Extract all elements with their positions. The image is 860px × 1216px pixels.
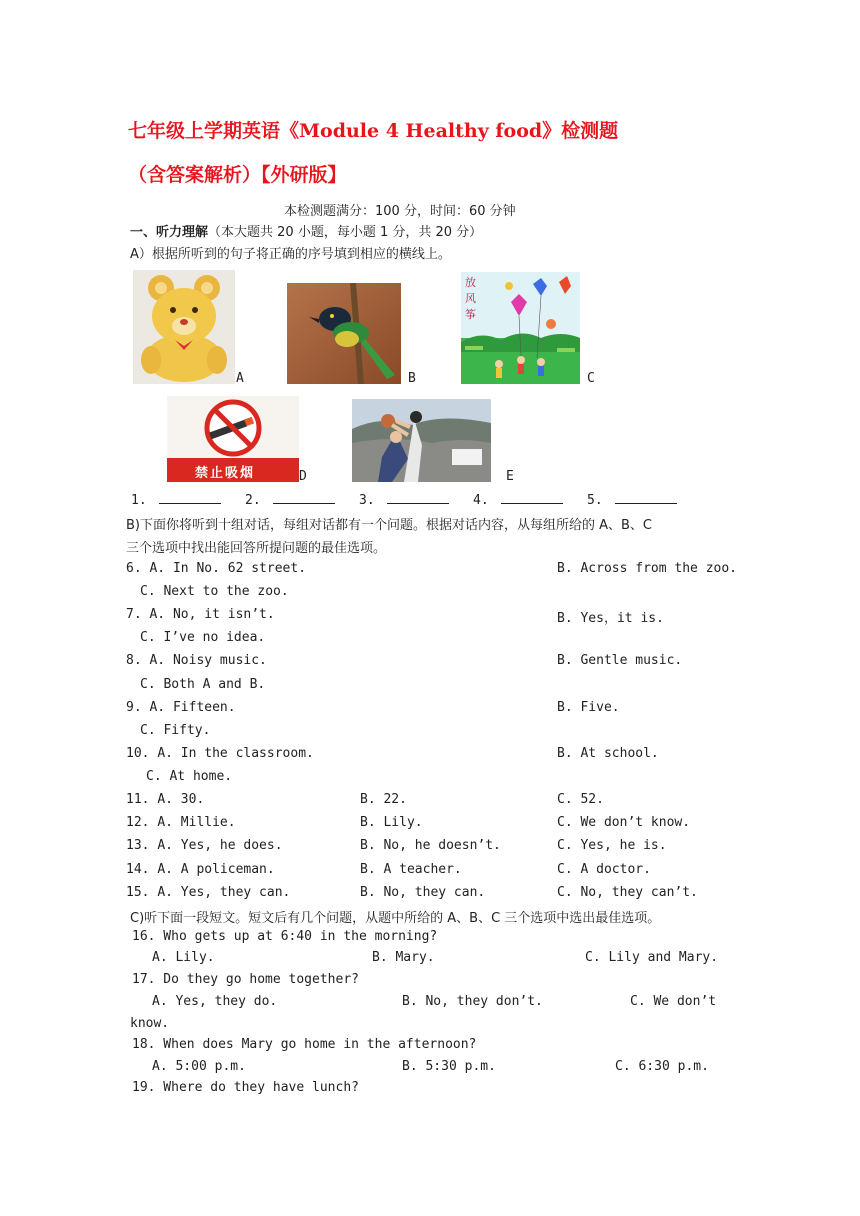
option-c: C. A doctor. [557,862,651,877]
section-heading-title: 一、听力理解 [130,225,209,240]
question-number: 10. [126,746,150,761]
title-line-1: 七年级上学期英语《Module 4 Healthy food》检测题 [128,120,619,142]
option-b: B. Five. [557,700,620,715]
question-10 [126,746,314,761]
question-number: 9. [126,700,142,715]
question-16: 16. Who gets up at 6:40 in the morning? [132,929,438,944]
score-info: 本检测题满分：100 分，时间：60 分钟 [284,204,516,219]
question-19: 19. Where do they have lunch? [132,1080,359,1095]
option-a: A. No, it isn’t. [149,607,275,622]
option-a: A. Lily. [152,950,215,965]
blank-number: 2. [245,493,261,508]
part-c-instruction: C)听下面一段短文。短文后有几个问题，从题中所给的 A、B、C 三个选项中选出最佳选项。 [130,911,661,926]
svg-text:筝: 筝 [465,308,476,321]
option-c: C. 6:30 p.m. [615,1059,709,1074]
question-number: 8. [126,653,142,668]
question-7 [126,607,275,622]
option-c: C. 52. [557,792,604,807]
option-a: A. Noisy music. [149,653,267,668]
blank-line [273,491,335,504]
question-11 [126,792,204,807]
option-b: B. No, they don’t. [402,994,543,1009]
blank-line [387,491,449,504]
option-a: A. In the classroom. [157,746,314,761]
blank-number: 5. [587,493,603,508]
option-a: A. In No. 62 street. [149,561,307,576]
option-c-continued: know. [130,1016,170,1031]
part-b-instruction-2: 三个选项中找出能回答所提问题的最佳选项。 [126,541,387,556]
answer-blank-5[interactable] [587,491,677,508]
option-b: B. Gentle music. [557,653,683,668]
question-17: 17. Do they go home together? [132,972,359,987]
part-a-instruction: A）根据所听到的句子将正确的序号填到相应的横线上。 [130,247,451,262]
question-18: 18. When does Mary go home in the afternoon? [132,1037,477,1052]
question-number: 14. [126,862,150,877]
question-15 [126,885,290,900]
option-c: C. At home. [146,769,233,784]
teddy-bear-icon [133,270,235,384]
question-number: 15. [126,885,150,900]
option-b: B. A teacher. [360,862,462,877]
bird-picture [287,283,401,384]
option-c: C. Yes, he is. [557,838,667,853]
blank-number: 4. [473,493,489,508]
option-b: B. Mary. [372,950,435,965]
no-smoking-sign-text: 禁止吸烟 [195,466,256,481]
option-b: B. Yes，it is. [557,611,664,626]
option-a: A. Yes, they do. [152,994,278,1009]
picture-label-c: C [587,371,595,386]
blank-line [501,491,563,504]
option-b: B. At school. [557,746,659,761]
basketball-picture [352,399,491,482]
question-number: 6. [126,561,142,576]
option-a: A. Yes, they can. [157,885,291,900]
no-smoking-picture [167,396,299,482]
question-8 [126,653,267,668]
option-a: A. Millie. [157,815,236,830]
question-6 [126,561,306,576]
kites-picture [461,272,580,384]
option-b: B. Lily. [360,815,423,830]
question-12 [126,815,236,830]
question-9 [126,700,236,715]
teddy-bear-picture [133,270,235,384]
blank-number: 3. [359,493,375,508]
svg-text:风: 风 [465,292,476,305]
answer-blank-1[interactable] [131,491,221,508]
picture-label-b: B [408,371,416,386]
option-a: A. Yes, he does. [157,838,283,853]
option-b: B. No, he doesn’t. [360,838,501,853]
option-b: B. No, they can. [360,885,486,900]
question-number: 11. [126,792,150,807]
option-c: C. Next to the zoo. [140,584,289,599]
option-c: C. Lily and Mary. [585,950,719,965]
blank-line [159,491,221,504]
option-c: C. We don’t [630,994,717,1009]
picture-label-a: A [236,371,244,386]
picture-label-e: E [506,469,514,484]
option-c: C. Fifty. [140,723,211,738]
answer-blank-3[interactable] [359,491,449,508]
option-b: B. 22. [360,792,407,807]
section-heading [130,221,482,240]
option-a: A. Fifteen. [149,700,236,715]
question-14 [126,862,275,877]
title-line-2: （含答案解析）【外研版】 [128,164,347,186]
option-a: A. 5:00 p.m. [152,1059,246,1074]
kites-icon [461,272,580,384]
bird-icon [287,283,401,384]
part-b-instruction-1: B)下面你将听到十组对话，每组对话都有一个问题。根据对话内容，从每组所给的 A、B、C [126,518,653,533]
question-number: 7. [126,607,142,622]
option-b: B. Across from the zoo. [557,561,738,576]
option-c: C. I’ve no idea. [140,630,266,645]
option-b: B. 5:30 p.m. [402,1059,496,1074]
blank-number: 1. [131,493,147,508]
basketball-players-icon [352,399,491,482]
option-a: A. 30. [157,792,205,807]
option-c: C. We don’t know. [557,815,691,830]
answer-blank-4[interactable] [473,491,563,508]
picture-label-d: D [299,469,307,484]
question-13 [126,838,283,853]
question-number: 12. [126,815,150,830]
question-number: 13. [126,838,150,853]
kite-sign-text: 放 [465,276,476,289]
answer-blank-2[interactable] [245,491,335,508]
option-c: C. No, they can’t. [557,885,698,900]
section-heading-note: （本大题共 20 小题，每小题 1 分，共 20 分） [208,225,483,240]
option-a: A. A policeman. [157,862,275,877]
blank-line [615,491,677,504]
option-c: C. Both A and B. [140,677,266,692]
